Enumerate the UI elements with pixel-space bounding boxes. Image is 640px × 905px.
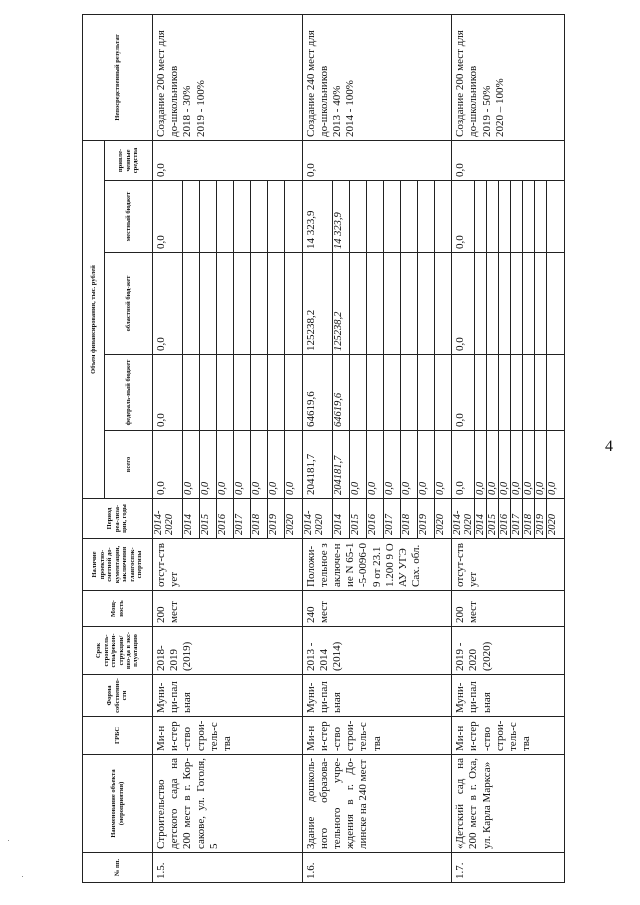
federal-value: 0,0 <box>153 355 183 431</box>
year-total: 0,0 <box>535 431 547 499</box>
result: Создание 240 мест для до-школьников 2013 - 40% 2014 - 100% <box>302 14 452 140</box>
attracted-value: 0,0 <box>452 140 565 180</box>
year-total: 0,0 <box>499 431 511 499</box>
year-local <box>400 181 417 253</box>
year-total: 0,0 <box>417 431 434 499</box>
year: 2018 <box>523 499 535 539</box>
header-federal: федераль-ный бюджет <box>105 355 153 431</box>
local-value: 0,0 <box>153 181 183 253</box>
row-num: 1.5. <box>153 853 303 883</box>
attracted-value: 0,0 <box>302 140 452 180</box>
year-regional <box>200 253 217 355</box>
year-regional <box>251 253 268 355</box>
year-total: 0,0 <box>285 431 303 499</box>
total-value: 0,0 <box>153 431 183 499</box>
year-regional <box>523 253 535 355</box>
header-grbs: ГРБС <box>83 717 153 755</box>
ownership: Муни-ци-пальная <box>452 675 565 717</box>
year: 2020 <box>434 499 452 539</box>
term: 2018-2019 (2019) <box>153 627 303 675</box>
year-local <box>417 181 434 253</box>
year-regional <box>366 253 383 355</box>
ownership: Муни-ци-пальная <box>153 675 303 717</box>
year-federal <box>251 355 268 431</box>
year: 2020 <box>285 499 303 539</box>
docs: Положи-тельное заключе-ние N 65-1-5-0096-09 от 23.11.200 9 ОАУ УГЭ Сах. обл. <box>302 539 452 591</box>
year-local: 14 323,9 <box>332 181 349 253</box>
year-local <box>499 181 511 253</box>
year-federal <box>475 355 487 431</box>
year-local <box>487 181 499 253</box>
year-local <box>511 181 523 253</box>
year-local <box>475 181 487 253</box>
year-local <box>285 181 303 253</box>
year-federal <box>383 355 400 431</box>
grbs: Ми-ни-стер-ство строи-тель-ства <box>302 717 452 755</box>
year: 2016 <box>217 499 234 539</box>
result: Создание 200 мест для до-школьников 2019 - 50% 2020 – 100% <box>452 14 565 140</box>
period: 2014- 2020 <box>302 499 332 539</box>
year-regional <box>547 253 565 355</box>
docs: отсут-ствует <box>452 539 565 591</box>
year-regional <box>217 253 234 355</box>
header-capacity: Мощ-ность <box>83 591 153 627</box>
year-federal <box>349 355 366 431</box>
object-name: «Детский сад на 200 мест в г. Оха, ул. Карла Маркса» <box>452 755 565 853</box>
year-federal <box>499 355 511 431</box>
year: 2015 <box>349 499 366 539</box>
period: 2014- 2020 <box>153 499 183 539</box>
year-local <box>217 181 234 253</box>
year-local <box>434 181 452 253</box>
year-federal <box>511 355 523 431</box>
financing-table <box>82 14 565 883</box>
object-name: Строительство детского сада на 200 мест в г. Кор-сакове, ул. Гоголя, 5 <box>153 755 303 853</box>
header-financing: Объем финансирования, тыс. рублей <box>83 140 105 498</box>
page-number: 4 <box>605 438 613 455</box>
year: 2014 <box>183 499 200 539</box>
year-regional <box>499 253 511 355</box>
capacity: 240 мест <box>302 591 452 627</box>
local-value: 14 323,9 <box>302 181 332 253</box>
year: 2020 <box>547 499 565 539</box>
year-total: 0,0 <box>183 431 200 499</box>
year-total: 0,0 <box>434 431 452 499</box>
header-local: местный бюджет <box>105 181 153 253</box>
term: 2013 - 2014 (2014) <box>302 627 452 675</box>
year-regional: 125238,2 <box>332 253 349 355</box>
regional-value: 0,0 <box>452 253 475 355</box>
header-attracted: привле-ченные средства <box>105 140 153 180</box>
year-local <box>383 181 400 253</box>
year-federal <box>285 355 303 431</box>
header-num: № пп. <box>83 853 153 883</box>
grbs: Ми-ни-стер-ство строи-тель-ства <box>153 717 303 755</box>
capacity: 200 мест <box>452 591 565 627</box>
year-regional <box>285 253 303 355</box>
grbs: Ми-ни-стер-ство строи-тель-ства <box>452 717 565 755</box>
year: 2015 <box>487 499 499 539</box>
year: 2016 <box>499 499 511 539</box>
year: 2018 <box>400 499 417 539</box>
scan-mark <box>8 840 9 841</box>
year: 2016 <box>366 499 383 539</box>
total-value: 0,0 <box>452 431 475 499</box>
regional-value: 0,0 <box>153 253 183 355</box>
year-federal: 64619,6 <box>332 355 349 431</box>
header-ownership: Форма собственно-сти <box>83 675 153 717</box>
year-regional <box>511 253 523 355</box>
federal-value: 0,0 <box>452 355 475 431</box>
year-local <box>183 181 200 253</box>
year-regional <box>417 253 434 355</box>
year-total: 0,0 <box>511 431 523 499</box>
year-regional <box>475 253 487 355</box>
year-federal <box>268 355 285 431</box>
period: 2014- 2020 <box>452 499 475 539</box>
header-total: всего <box>105 431 153 499</box>
year: 2019 <box>268 499 285 539</box>
year: 2019 <box>535 499 547 539</box>
year-federal <box>400 355 417 431</box>
year-local <box>234 181 251 253</box>
year: 2017 <box>511 499 523 539</box>
attracted-value: 0,0 <box>153 140 303 180</box>
year-regional <box>349 253 366 355</box>
local-value: 0,0 <box>452 181 475 253</box>
federal-value: 64619,6 <box>302 355 332 431</box>
year-total: 0,0 <box>234 431 251 499</box>
year-total: 0,0 <box>400 431 417 499</box>
header-docs: Наличие проектно-сметной до-кументации, заключения главгоспэк-спертизы <box>83 539 153 591</box>
year-federal <box>217 355 234 431</box>
year-regional <box>434 253 452 355</box>
year-federal <box>183 355 200 431</box>
header-name: Наименование объекта (мероприятия) <box>83 755 153 853</box>
header-period: Период реа-лиза-ции, годы <box>83 499 153 539</box>
year-total: 0,0 <box>268 431 285 499</box>
table-row <box>452 14 475 882</box>
docs: отсут-ствует <box>153 539 303 591</box>
year: 2017 <box>234 499 251 539</box>
year-total: 0,0 <box>475 431 487 499</box>
year-regional <box>268 253 285 355</box>
year-regional <box>535 253 547 355</box>
term: 2019 - 2020 (2020) <box>452 627 565 675</box>
year-local <box>523 181 535 253</box>
year-total: 0,0 <box>251 431 268 499</box>
header-regional: областной бюд-жет <box>105 253 153 355</box>
year-total: 0,0 <box>217 431 234 499</box>
year-regional <box>400 253 417 355</box>
year-federal <box>523 355 535 431</box>
year-federal <box>417 355 434 431</box>
year-federal <box>535 355 547 431</box>
year: 2014 <box>475 499 487 539</box>
header-term: Срок строитель-ства/рекон-струкции/вво-да в экс-плуатацию <box>83 627 153 675</box>
year: 2017 <box>383 499 400 539</box>
year-total: 0,0 <box>200 431 217 499</box>
year: 2014 <box>332 499 349 539</box>
table-row <box>302 14 332 882</box>
year-federal <box>366 355 383 431</box>
year-local <box>535 181 547 253</box>
year-regional <box>183 253 200 355</box>
year-total: 0,0 <box>349 431 366 499</box>
total-value: 204181,7 <box>302 431 332 499</box>
scan-mark <box>22 876 23 877</box>
year-total: 0,0 <box>487 431 499 499</box>
year-local <box>251 181 268 253</box>
rotated-page <box>82 15 565 883</box>
year-total: 0,0 <box>366 431 383 499</box>
year-local <box>268 181 285 253</box>
year-total: 0,0 <box>547 431 565 499</box>
year-local <box>349 181 366 253</box>
year-local <box>366 181 383 253</box>
year-federal <box>234 355 251 431</box>
row-num: 1.6. <box>302 853 452 883</box>
row-num: 1.7. <box>452 853 565 883</box>
year-total: 204181,7 <box>332 431 349 499</box>
year-federal <box>487 355 499 431</box>
regional-value: 125238,2 <box>302 253 332 355</box>
year-local <box>547 181 565 253</box>
year-regional <box>487 253 499 355</box>
year-regional <box>234 253 251 355</box>
capacity: 200 мест <box>153 591 303 627</box>
ownership: Муни-ци-пальная <box>302 675 452 717</box>
header-result: Непосредственный результат <box>83 14 153 140</box>
table-row <box>153 14 183 882</box>
year-federal <box>434 355 452 431</box>
year-federal <box>200 355 217 431</box>
object-name: Здание дошколь-ного образова-тельного учре-ждения в г. До-линске на 240 мест <box>302 755 452 853</box>
year: 2018 <box>251 499 268 539</box>
year-regional <box>383 253 400 355</box>
year-federal <box>547 355 565 431</box>
result: Создание 200 мест для до-школьников 2018 - 30% 2019 - 100% <box>153 14 303 140</box>
year-total: 0,0 <box>383 431 400 499</box>
year-total: 0,0 <box>523 431 535 499</box>
year-local <box>200 181 217 253</box>
year: 2019 <box>417 499 434 539</box>
year: 2015 <box>200 499 217 539</box>
